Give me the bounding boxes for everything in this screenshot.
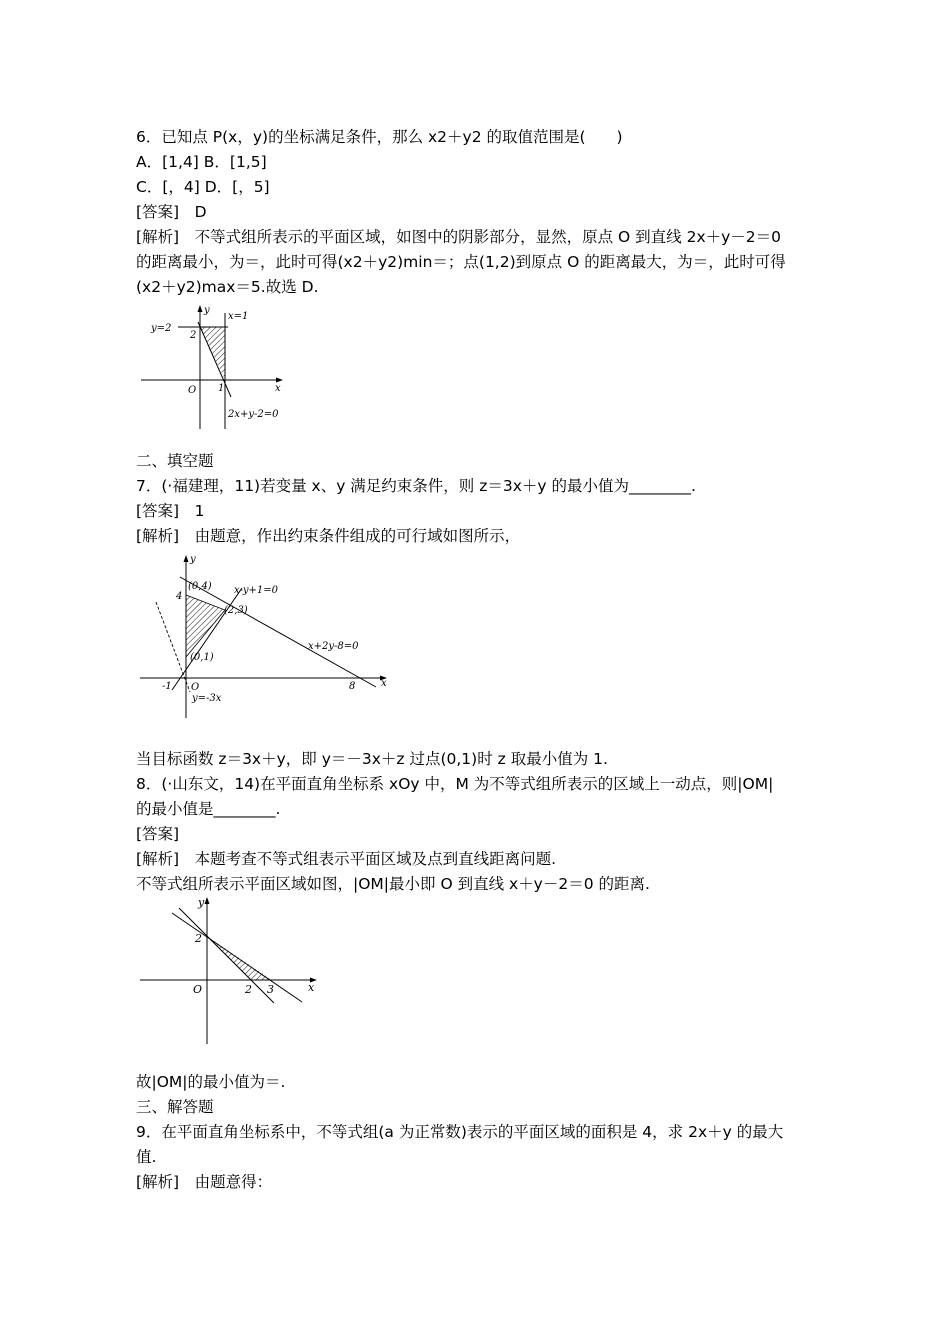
q6-options-cd: C．[，4] D．[，5] — [136, 178, 270, 196]
q6-stem: 6．已知点 P(x，y)的坐标满足条件，那么 x2＋y2 的取值范围是( ) — [136, 128, 623, 146]
line-x-plus-2y — [180, 577, 376, 687]
q7-answer: [答案] 1 — [136, 502, 205, 520]
label-origin: O — [188, 385, 197, 396]
label-line1: x-y+1=0 — [234, 585, 278, 596]
q6-analysis-line-3: (x2＋y2)max＝5.故选 D. — [136, 278, 319, 296]
q6-analysis-line-1: [解析] 不等式组所表示的平面区域，如图中的阴影部分，显然，原点 O 到直线 2x＋y－2＝0 — [136, 228, 782, 246]
label-line-x1: x=1 — [228, 311, 249, 322]
q7-analysis: [解析] 由题意，作出约束条件组成的可行域如图所示， — [136, 527, 521, 545]
tick-8: 8 — [349, 681, 356, 692]
q8-conclusion: 故|OM|的最小值为＝. — [136, 1073, 286, 1091]
q8-stem-line-2: 的最小值是________. — [136, 800, 281, 818]
y-axis-arrow — [198, 305, 203, 312]
label-line-y2: y=2 — [151, 323, 172, 334]
q8-stem-line-1: 8．(·山东文，14)在平面直角坐标系 xOy 中，M 为不等式组所表示的区域上一动点，则|OM| — [136, 775, 774, 793]
label-y: y — [190, 554, 196, 565]
label-x: x — [308, 981, 315, 994]
tick-2: 2 — [190, 330, 197, 341]
tick-2-y: 2 — [195, 932, 202, 945]
label-y: y — [198, 896, 205, 909]
q8-figure — [138, 894, 323, 1046]
q9-analysis: [解析] 由题意得： — [136, 1173, 273, 1191]
label-y: y — [204, 305, 210, 316]
q8-analysis-line-2: 不等式组所表示平面区域如图，|OM|最小即 O 到直线 x＋y－2＝0 的距离. — [136, 875, 650, 893]
label-origin: O — [193, 983, 203, 996]
q6-answer: [答案] D — [136, 203, 207, 221]
section-heading-solve: 三、解答题 — [136, 1098, 214, 1116]
q7-figure — [138, 552, 393, 720]
label-x: x — [275, 383, 281, 394]
q8-analysis-line-1: [解析] 本题考查不等式组表示平面区域及点到直线距离问题. — [136, 850, 557, 868]
label-p04: (0,4) — [188, 581, 212, 592]
tick-3-x: 3 — [267, 983, 274, 996]
label-slant: 2x+y-2=0 — [228, 409, 279, 420]
feasible-region-shading — [207, 936, 272, 980]
feasible-region-shading — [186, 595, 225, 657]
q7-conclusion: 当目标函数 z＝3x＋y，即 y＝－3x＋z 过点(0,1)时 z 取最小值为 1. — [136, 750, 608, 768]
label-x: x — [381, 678, 387, 689]
q6-figure — [138, 303, 288, 431]
line-boundary-2 — [172, 913, 302, 1002]
tick-4: 4 — [176, 591, 183, 602]
label-p23: (2,3) — [224, 605, 248, 616]
q6-analysis-line-2: 的距离最小，为＝，此时可得(x2＋y2)min＝；点(1,2)到原点 O 的距离最大，为＝，此时可得 — [136, 253, 786, 271]
q7-stem: 7．(·福建理，11)若变量 x、y 满足约束条件，则 z＝3x＋y 的最小值为________. — [136, 477, 696, 495]
label-origin: O — [191, 682, 200, 693]
q9-stem-line-1: 9．在平面直角坐标系中，不等式组(a 为正常数)表示的平面区域的面积是 4，求 2x＋y 的最大 — [136, 1123, 784, 1141]
label-p01: (0,1) — [190, 652, 214, 663]
q9-stem-line-2: 值. — [136, 1148, 157, 1166]
y-axis-arrow — [205, 897, 210, 904]
x-axis-arrow — [276, 378, 283, 383]
label-line2: x+2y-8=0 — [308, 641, 359, 652]
tick-minus-1: -1 — [162, 681, 172, 692]
section-heading-fill-in: 二、填空题 — [136, 452, 214, 470]
label-line3: y=-3x — [192, 693, 222, 704]
q8-answer: [答案] — [136, 825, 180, 843]
tick-2-x: 2 — [245, 983, 252, 996]
y-axis-arrow — [184, 555, 189, 562]
tick-1: 1 — [218, 383, 225, 394]
q6-options-ab: A．[1,4] B．[1,5] — [136, 153, 267, 171]
